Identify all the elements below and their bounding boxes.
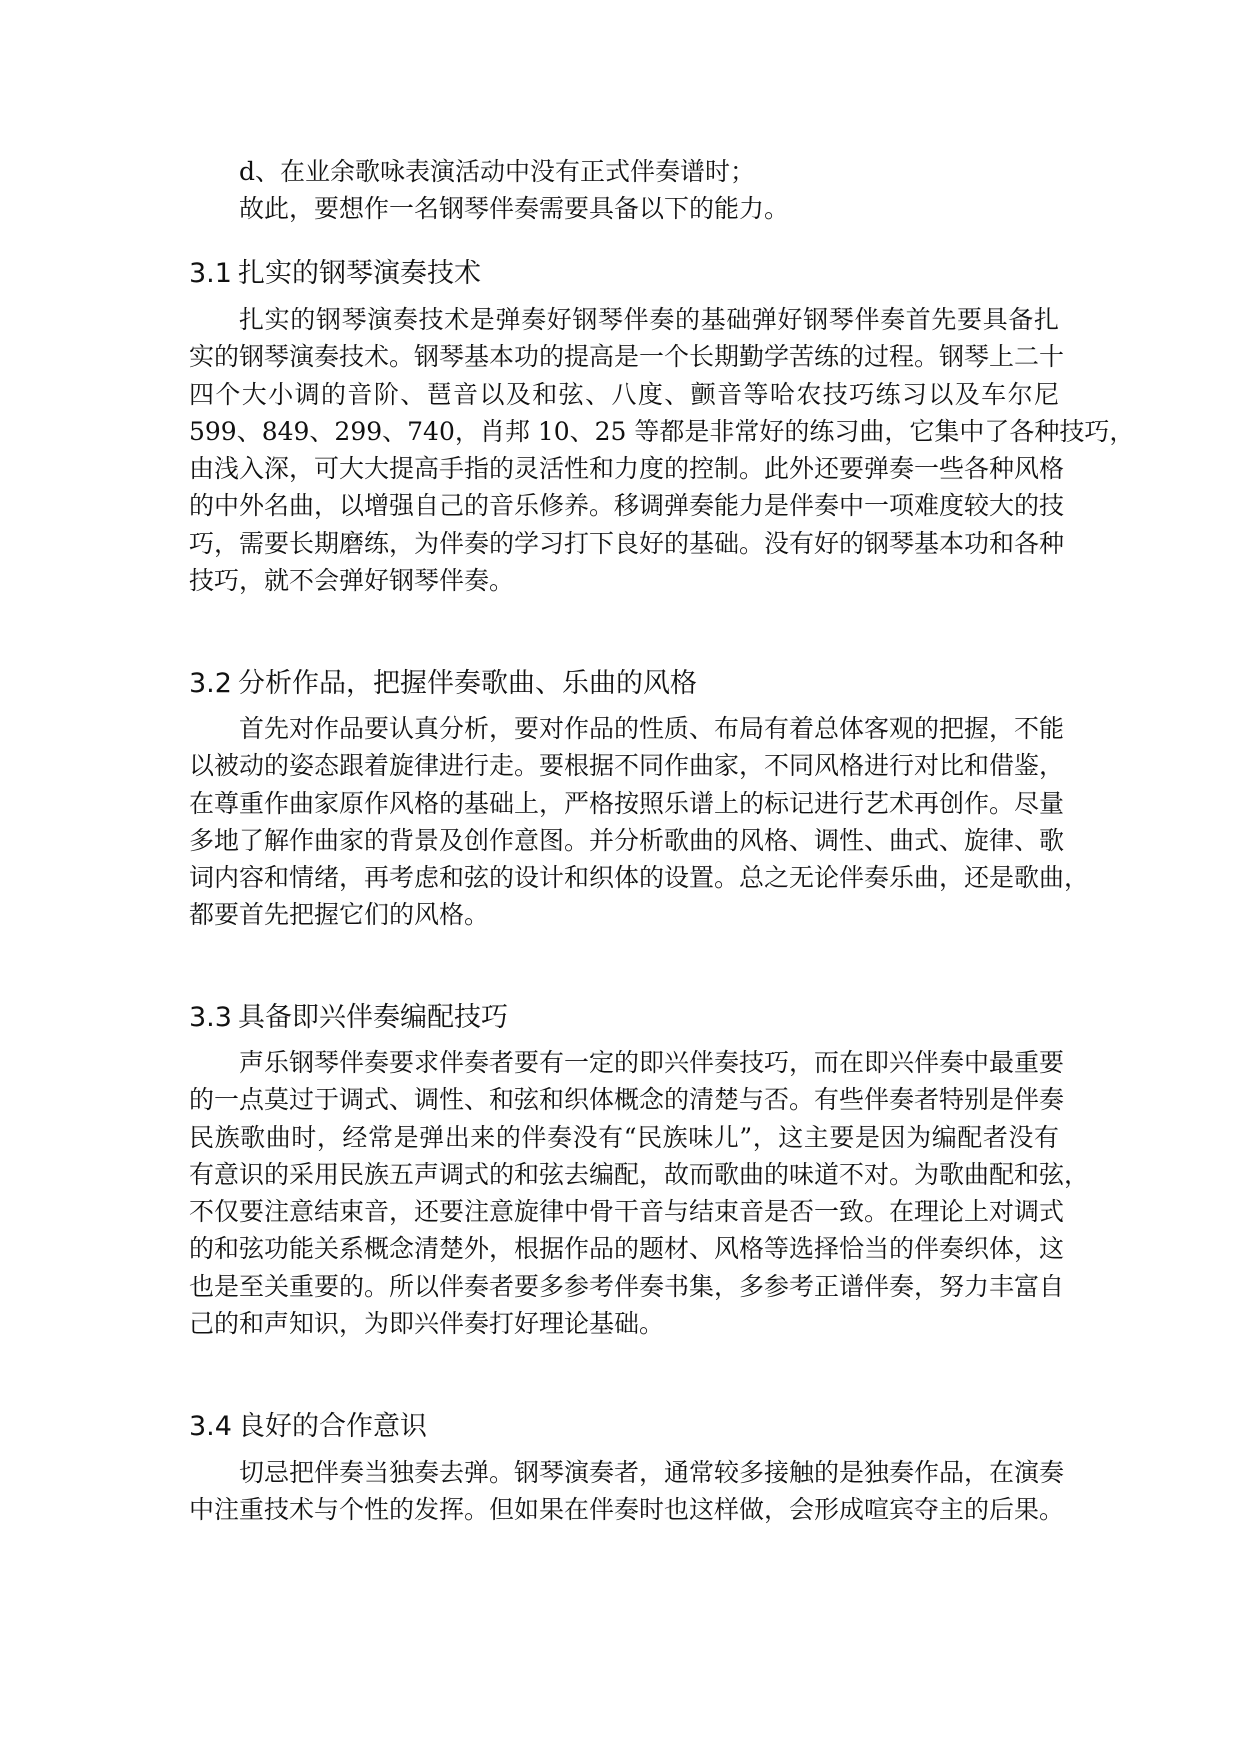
body-line: 切忌把伴奏当独奏去弹。钢琴演奏者，通常较多接触的是独奏作品，在演奏 [239,1458,1065,1487]
section-number: 3.1 [189,258,232,289]
section-title: 分析作品，把握伴奏歌曲、乐曲的风格 [237,668,697,699]
body-line: 声乐钢琴伴奏要求伴奏者要有一定的即兴伴奏技巧，而在即兴伴奏中最重要 [239,1048,1065,1077]
body-line: 599、849、299、740，肖邦 10、25 等都是非常好的练习曲，它集中了各种技巧， [189,416,1135,446]
section-title: 具备即兴伴奏编配技巧 [237,1002,508,1033]
body-line: 的和弦功能关系概念清楚外，根据作品的题材、风格等选择恰当的伴奏织体，这 [189,1234,1065,1264]
body-line: 词内容和情绪，再考虑和弦的设计和织体的设置。总之无论伴奏乐曲，还是歌曲， [189,863,1090,893]
section-body-3-2 [189,710,1090,934]
body-line: 首先对作品要认真分析，要对作品的性质、布局有着总体客观的把握，不能 [239,714,1065,743]
section-number: 3.2 [189,668,232,699]
body-line: 也是至关重要的。所以伴奏者要多参考伴奏书集，多参考正谱伴奏，努力丰富自 [189,1271,1065,1301]
section-heading-3-3 [189,1000,508,1036]
section-body-3-1 [189,301,1135,599]
body-line: 的中外名曲，以增强自己的音乐修养。移调弹奏能力是伴奏中一项难度较大的技 [189,491,1065,521]
intro-block [189,153,1059,228]
section-heading-3-4 [189,1409,427,1445]
section-body-3-3 [189,1044,1090,1342]
section-body-3-4 [189,1454,1065,1529]
body-line: 巧，需要长期磨练，为伴奏的学习打下良好的基础。没有好的钢琴基本功和各种 [189,528,1065,558]
body-line: 多地了解作曲家的背景及创作意图。并分析歌曲的风格、调性、曲式、旋律、歌 [189,825,1065,855]
body-line: 扎实的钢琴演奏技术是弹奏好钢琴伴奏的基础弹好钢琴伴奏首先要具备扎 [239,305,1059,334]
body-line: 中注重技术与个性的发挥。但如果在伴奏时也这样做，会形成喧宾夺主的后果。 [189,1495,1065,1525]
body-line: 都要首先把握它们的风格。 [189,900,490,930]
body-line: 在尊重作曲家原作风格的基础上，严格按照乐谱上的标记进行艺术再创作。尽量 [189,788,1065,818]
section-heading-3-2 [189,666,697,702]
body-line: 不仅要注意结束音，还要注意旋律中骨干音与结束音是否一致。在理论上对调式 [189,1197,1065,1227]
body-line: 民族歌曲时，经常是弹出来的伴奏没有“民族味儿”，这主要是因为编配者没有 [189,1122,1059,1152]
section-heading-3-1 [189,256,481,292]
body-line: 由浅入深，可大大提高手指的灵活性和力度的控制。此外还要弹奏一些各种风格 [189,454,1065,484]
body-line: 以被动的姿态跟着旋律进行走。要根据不同作曲家，不同风格进行对比和借鉴， [189,751,1065,781]
intro-line-d: d、在业余歌咏表演活动中没有正式伴奏谱时； [239,157,756,186]
section-number: 3.3 [189,1002,232,1033]
body-line: 有意识的采用民族五声调式的和弦去编配，故而歌曲的味道不对。为歌曲配和弦， [189,1159,1090,1189]
intro-line-conclusion: 故此，要想作一名钢琴伴奏需要具备以下的能力。 [239,194,790,224]
section-number: 3.4 [189,1411,232,1442]
body-line: 四个大小调的音阶、琶音以及和弦、八度、颤音等哈农技巧练习以及车尔尼 [189,379,1059,409]
body-line: 实的钢琴演奏技术。钢琴基本功的提高是一个长期勤学苦练的过程。钢琴上二十 [189,342,1065,372]
body-line: 技巧，就不会弹好钢琴伴奏。 [189,566,515,596]
section-title: 扎实的钢琴演奏技术 [237,258,481,289]
body-line: 己的和声知识，为即兴伴奏打好理论基础。 [189,1309,665,1339]
section-title: 良好的合作意识 [237,1411,427,1442]
body-line: 的一点莫过于调式、调性、和弦和织体概念的清楚与否。有些伴奏者特别是伴奏 [189,1085,1065,1115]
